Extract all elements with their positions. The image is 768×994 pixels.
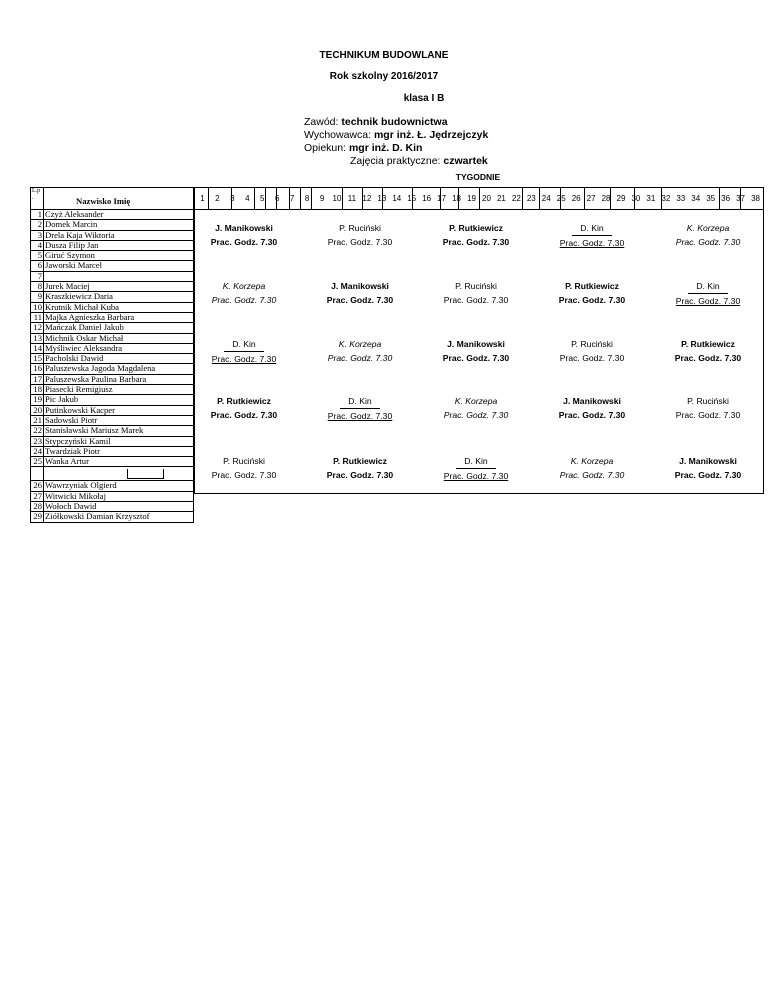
instructor-name: P. Ruciński — [571, 339, 613, 349]
work-hours: Prac. Godz. 7.30 — [326, 295, 394, 305]
student-number: 25 — [33, 456, 42, 467]
work-hours: Prac. Godz. 7.30 — [443, 410, 509, 420]
schedule-cell — [421, 279, 531, 307]
student-row — [31, 271, 193, 281]
guardian-label: Opiekun: — [304, 142, 347, 154]
instructor-name: P. Ruciński — [339, 223, 381, 233]
student-row — [31, 281, 193, 291]
week-number: 31 — [646, 194, 656, 203]
students-table-header — [31, 188, 193, 210]
student-row — [31, 353, 193, 363]
student-number: 17 — [33, 373, 42, 384]
schedule-cell — [305, 394, 415, 423]
student-number: 10 — [33, 301, 42, 312]
week-number: 1 — [200, 194, 205, 203]
week-number: 38 — [751, 194, 760, 203]
student-row — [31, 322, 193, 332]
profession-value: technik budownictwa — [341, 116, 448, 128]
student-number: 6 — [37, 260, 42, 271]
student-name: Piasecki Remigiusz — [45, 384, 113, 395]
student-name: Paluszewska Jagoda Magdalena — [45, 363, 156, 374]
student-row — [31, 415, 193, 425]
student-name: Wawrzyniak Olgierd — [45, 480, 117, 491]
work-hours: Prac. Godz. 7.30 — [674, 470, 742, 480]
schedule-cell — [189, 454, 299, 482]
work-hours: Prac. Godz. 7.30 — [210, 410, 278, 420]
student-name: Mańczak Daniel Jakub — [45, 322, 124, 333]
schedule-cell — [537, 454, 647, 482]
week-number: 14 — [392, 194, 402, 203]
lp-header: L.p . — [32, 188, 41, 201]
student-name: Stypczyński Kamil — [45, 435, 111, 446]
student-row — [31, 374, 193, 384]
week-number: 37 — [736, 194, 746, 203]
instructor-name: K. Korzepa — [222, 281, 266, 291]
work-hours: Prac. Godz. 7.30 — [559, 238, 625, 248]
week-number: 7 — [289, 194, 295, 203]
student-name: Domek Marcin — [45, 219, 98, 230]
student-name: Paluszewska Paulina Barbara — [45, 373, 147, 384]
students-list-b — [31, 481, 193, 521]
student-row — [31, 436, 193, 446]
schedule-cell — [653, 279, 763, 308]
student-number: 11 — [33, 311, 42, 322]
work-hours: Prac. Godz. 7.30 — [443, 471, 509, 481]
week-number: 24 — [541, 194, 551, 203]
work-hours: Prac. Godz. 7.30 — [675, 237, 741, 247]
week-number: 16 — [422, 194, 432, 203]
instructor-name: P. Rutkiewicz — [217, 396, 271, 406]
student-row — [31, 384, 193, 394]
student-number: 12 — [33, 322, 42, 333]
weeks-grid — [194, 187, 764, 494]
instructor-name: D. Kin — [688, 279, 727, 294]
guardian-value: mgr inż. D. Kin — [348, 142, 423, 154]
week-number: 35 — [706, 194, 716, 203]
week-number: 34 — [691, 194, 701, 203]
instructor-name: K. Korzepa — [338, 339, 382, 349]
schedule-cell — [189, 221, 299, 249]
instructor-name: P. Ruciński — [687, 396, 729, 406]
schedule-cell — [653, 337, 763, 365]
student-number: 7 — [37, 270, 42, 281]
student-name: Krutnik Michał Kuba — [45, 301, 119, 312]
work-hours: Prac. Godz. 7.30 — [442, 353, 510, 363]
student-row — [31, 302, 193, 312]
student-row — [31, 210, 193, 219]
schedule-cell — [421, 337, 531, 365]
week-number: 26 — [571, 194, 581, 203]
instructor-name: J. Manikowski — [679, 456, 737, 466]
student-name: Putinkowski Kacper — [45, 404, 115, 415]
student-number: 26 — [33, 480, 42, 491]
week-number: 30 — [631, 194, 641, 203]
work-hours: Prac. Godz. 7.30 — [675, 296, 741, 306]
profession-label: Zawód: — [304, 116, 339, 128]
week-number: 2 — [215, 194, 220, 203]
student-row — [31, 405, 193, 415]
student-number: 8 — [37, 281, 42, 292]
schedule-cell — [537, 337, 647, 365]
week-number: 32 — [661, 194, 671, 203]
work-hours: Prac. Godz. 7.30 — [327, 411, 393, 421]
week-number: 29 — [616, 194, 626, 203]
students-table — [30, 187, 194, 523]
student-name: Jurek Maciej — [45, 281, 90, 292]
student-number: 24 — [33, 445, 42, 456]
week-number: 25 — [556, 194, 566, 203]
student-row — [31, 511, 193, 521]
student-row — [31, 312, 193, 322]
practice-day-label: Zajęcia praktyczne: — [350, 155, 441, 167]
week-number: 6 — [274, 194, 280, 203]
work-hours: Prac. Godz. 7.30 — [558, 410, 626, 420]
work-hours: Prac. Godz. 7.30 — [558, 295, 626, 305]
tutor-label: Wychowawca: — [304, 129, 372, 141]
student-number: 23 — [33, 435, 42, 446]
student-row — [31, 491, 193, 501]
student-number: 21 — [33, 414, 42, 425]
student-number: 13 — [33, 332, 42, 343]
name-header: Nazwisko Imię — [76, 196, 131, 206]
instructor-name: D. Kin — [456, 454, 495, 469]
student-name: Stanisławski Mariusz Marek — [45, 425, 144, 436]
student-name: Witwicki Mikołaj — [45, 490, 106, 501]
student-name: Twardziak Piotr — [45, 445, 101, 456]
class-label: klasa I B — [403, 93, 445, 104]
student-name: Michnik Oskar Michał — [45, 332, 124, 343]
student-name: Pic Jakub — [45, 394, 79, 405]
instructor-name: P. Rutkiewicz — [565, 281, 619, 291]
schedule-cell — [653, 454, 763, 482]
work-hours: Prac. Godz. 7.30 — [442, 237, 510, 247]
schedule-cell — [537, 279, 647, 307]
week-number: 27 — [586, 194, 596, 203]
work-hours: Prac. Godz. 7.30 — [211, 354, 277, 364]
instructor-name: D. Kin — [224, 337, 263, 352]
schedule-cell — [305, 337, 415, 365]
student-name: Myśliwiec Aleksandra — [45, 342, 123, 353]
week-number: 8 — [304, 194, 310, 203]
week-number: 13 — [377, 194, 387, 203]
schedule-cell — [421, 221, 531, 249]
instructor-name: D. Kin — [340, 394, 379, 409]
student-row — [31, 425, 193, 435]
student-name: Dusza Filip Jan — [45, 239, 99, 250]
instructor-name: D. Kin — [572, 221, 611, 236]
student-name: Wołoch Dawid — [45, 501, 97, 512]
schedule-cell — [653, 221, 763, 249]
student-number: 19 — [33, 394, 42, 405]
week-number: 9 — [319, 194, 325, 203]
student-number: 5 — [37, 250, 42, 261]
week-number: 18 — [452, 194, 462, 203]
instructor-name: K. Korzepa — [570, 456, 614, 466]
work-hours: Prac. Godz. 7.30 — [211, 295, 277, 305]
student-name: Majka Agnieszka Barbara — [45, 311, 135, 322]
student-name: Giruć Szymon — [45, 250, 95, 261]
schedule-cell — [537, 394, 647, 422]
week-number: 4 — [245, 194, 250, 203]
student-row — [31, 446, 193, 456]
students-list-a — [31, 210, 193, 466]
student-number: 29 — [33, 511, 42, 522]
student-number: 4 — [37, 239, 42, 250]
student-name: Kraszkiewicz Daria — [45, 291, 113, 302]
student-row — [31, 501, 193, 511]
week-number: 23 — [526, 194, 536, 203]
week-number: 5 — [260, 194, 265, 203]
student-row — [31, 333, 193, 343]
week-number: 11 — [347, 194, 357, 203]
profession-line — [304, 116, 448, 129]
schedule-cell — [305, 279, 415, 307]
tutor-line — [304, 129, 488, 142]
instructor-name: J. Manikowski — [215, 223, 273, 233]
guardian-line — [304, 142, 422, 155]
schedule-cell — [305, 454, 415, 482]
week-number: 33 — [676, 194, 686, 203]
instructor-name: P. Ruciński — [223, 456, 265, 466]
week-number: 28 — [601, 194, 611, 203]
week-number: 10 — [332, 194, 342, 203]
student-row — [31, 394, 193, 404]
practice-day-line — [350, 155, 488, 168]
week-number: 3 — [230, 194, 235, 203]
work-hours: Prac. Godz. 7.30 — [674, 353, 742, 363]
week-number: 20 — [482, 194, 491, 203]
student-name: Wanka Artur — [45, 456, 89, 467]
instructor-name: P. Rutkiewicz — [333, 456, 387, 466]
instructor-name: J. Manikowski — [331, 281, 389, 291]
work-hours: Prac. Godz. 7.30 — [211, 470, 277, 480]
student-row — [31, 240, 193, 250]
student-row — [31, 219, 193, 229]
student-number: 1 — [37, 209, 42, 219]
student-name: Ziółkowski Damian Krzysztof — [45, 511, 150, 522]
student-row — [31, 481, 193, 490]
work-hours: Prac. Godz. 7.30 — [326, 470, 394, 480]
instructor-name: P. Ruciński — [455, 281, 497, 291]
instructor-name: J. Manikowski — [563, 396, 621, 406]
student-row — [31, 343, 193, 353]
student-name: Sadowski Piotr — [45, 414, 98, 425]
school-title: TECHNIKUM BUDOWLANE — [319, 50, 449, 61]
practice-day-value: czwartek — [443, 155, 488, 167]
student-row — [31, 230, 193, 240]
student-row — [31, 291, 193, 301]
student-number: 16 — [33, 363, 42, 374]
student-name: Drela Kaja Wiktoria — [45, 229, 115, 240]
schedule-cell — [189, 394, 299, 422]
instructor-name: P. Rutkiewicz — [449, 223, 503, 233]
schedule-cell — [653, 394, 763, 422]
student-name: Czyż Aleksander — [45, 209, 104, 219]
student-number: 18 — [33, 384, 42, 395]
work-hours: Prac. Godz. 7.30 — [210, 237, 278, 247]
schedule-cell — [189, 337, 299, 366]
student-number: 9 — [37, 291, 42, 302]
instructor-name: K. Korzepa — [454, 396, 498, 406]
schedule-cell — [189, 279, 299, 307]
week-number: 12 — [362, 194, 372, 203]
work-hours: Prac. Godz. 7.30 — [675, 410, 741, 420]
student-row — [31, 456, 193, 466]
instructor-name: P. Rutkiewicz — [681, 339, 735, 349]
week-number: 15 — [407, 194, 417, 203]
student-number: 27 — [33, 490, 42, 501]
student-row — [31, 260, 193, 270]
student-number: 20 — [33, 404, 42, 415]
student-row — [31, 250, 193, 260]
student-name: Jaworski Marcel — [45, 260, 103, 271]
schedule-cell — [305, 221, 415, 249]
work-hours: Prac. Godz. 7.30 — [327, 237, 393, 247]
work-hours: Prac. Godz. 7.30 — [327, 353, 393, 363]
work-hours: Prac. Godz. 7.30 — [559, 470, 625, 480]
student-row — [31, 363, 193, 373]
student-number: 22 — [33, 425, 42, 436]
student-number: 14 — [33, 342, 42, 353]
tutor-value: mgr inż. Ł. Jędrzejczyk — [373, 129, 489, 141]
week-number: 36 — [721, 194, 731, 203]
student-name: Pacholski Dawid — [45, 353, 104, 364]
week-number: 17 — [437, 194, 447, 203]
week-number: 22 — [511, 194, 521, 203]
student-number: 3 — [37, 229, 42, 240]
work-hours: Prac. Godz. 7.30 — [559, 353, 625, 363]
school-year: Rok szkolny 2016/2017 — [329, 71, 439, 82]
week-number: 19 — [467, 194, 476, 203]
student-number: 2 — [37, 219, 42, 230]
schedule-cell — [421, 394, 531, 422]
work-hours: Prac. Godz. 7.30 — [443, 295, 509, 305]
students-gap — [31, 466, 193, 481]
schedule-cell — [421, 454, 531, 483]
week-number: 21 — [496, 194, 506, 203]
instructor-name: J. Manikowski — [447, 339, 505, 349]
schedule-cell — [537, 221, 647, 250]
student-number: 15 — [33, 353, 42, 364]
instructor-name: K. Korzepa — [686, 223, 730, 233]
weeks-title: TYGODNIE — [455, 172, 501, 182]
student-number: 28 — [33, 501, 42, 512]
